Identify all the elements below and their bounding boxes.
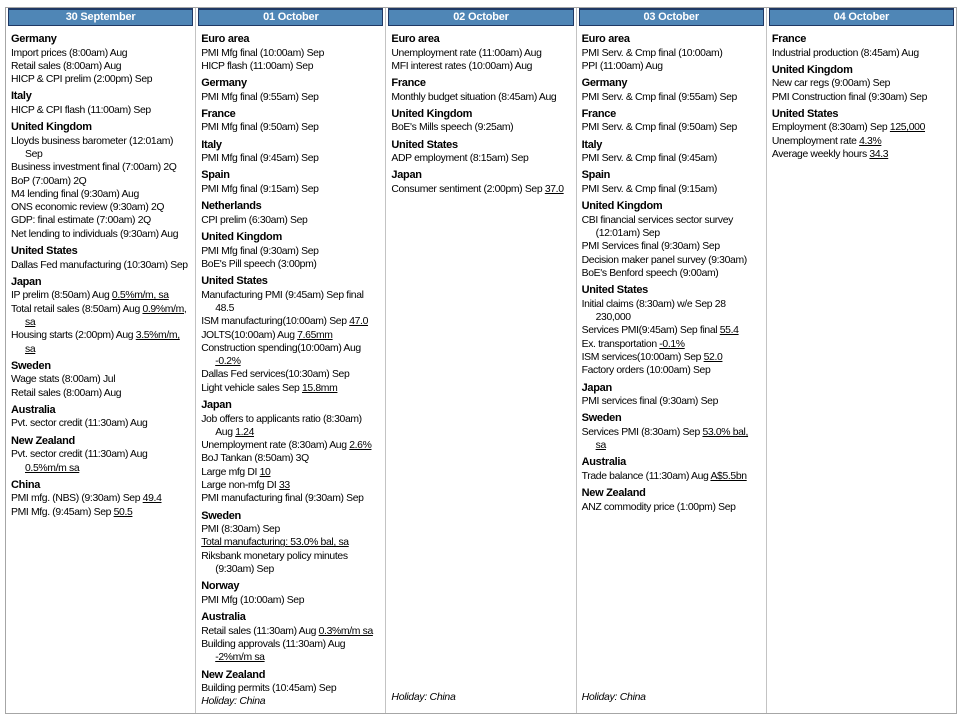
country-heading: France bbox=[201, 107, 236, 120]
event-value: 53.0% bal, sa bbox=[595, 426, 749, 452]
country-heading: United States bbox=[11, 245, 78, 258]
event-value: 0.3%m/m sa bbox=[318, 625, 373, 637]
country-heading: Spain bbox=[201, 169, 230, 182]
event-item bbox=[582, 240, 761, 253]
event-item bbox=[11, 104, 190, 117]
event-item bbox=[201, 682, 380, 695]
event-value: 0.9%m/m, sa bbox=[25, 303, 187, 328]
event-value: 1.24 bbox=[235, 426, 255, 438]
event-text: Pvt. sector credit (11:30am) Aug bbox=[11, 418, 148, 430]
event-text: ANZ commodity price (1:00pm) Sep bbox=[581, 501, 736, 513]
event-item bbox=[772, 91, 951, 104]
country-heading: France bbox=[391, 77, 426, 90]
event-text: PMI (8:30am) Sep bbox=[201, 524, 280, 536]
event-text: PMI Services final (9:30am) Sep bbox=[581, 241, 720, 253]
event-item bbox=[11, 47, 190, 60]
event-item bbox=[11, 492, 190, 505]
event-text: New car regs (9:00am) Sep bbox=[771, 78, 891, 90]
event-text: PMI services final (9:30am) Sep bbox=[581, 396, 719, 408]
day-body bbox=[767, 26, 956, 713]
event-item bbox=[11, 214, 190, 227]
event-item bbox=[201, 91, 380, 104]
day-header: 01 October bbox=[198, 8, 383, 26]
event-text: Employment (8:30am) Sep bbox=[771, 122, 890, 134]
event-item bbox=[201, 382, 380, 395]
country-heading: France bbox=[581, 107, 616, 120]
country-heading: Japan bbox=[201, 399, 232, 412]
event-text: Unemployment rate (11:00am) Aug bbox=[391, 47, 542, 59]
event-value: 33 bbox=[279, 480, 290, 492]
country-heading: Italy bbox=[201, 138, 222, 151]
event-item bbox=[11, 188, 190, 201]
event-text: HICP flash (11:00am) Sep bbox=[201, 60, 314, 72]
event-item bbox=[201, 258, 380, 271]
day-body bbox=[6, 26, 195, 713]
country-heading: Netherlands bbox=[201, 200, 262, 213]
event-value: -2%m/m sa bbox=[215, 652, 265, 664]
event-text: Building approvals (11:30am) Aug bbox=[201, 638, 346, 650]
event-text: PMI Construction final (9:30am) Sep bbox=[771, 91, 928, 103]
country-heading: United Kingdom bbox=[11, 121, 92, 134]
day-column bbox=[6, 8, 196, 713]
event-text: ADP employment (8:15am) Sep bbox=[391, 153, 529, 165]
event-text: Dallas Fed services(10:30am) Sep bbox=[201, 369, 350, 381]
event-item bbox=[11, 161, 190, 174]
event-text: BoE's Mills speech (9:25am) bbox=[391, 122, 514, 134]
country-heading: Australia bbox=[581, 456, 626, 469]
event-text: Riksbank monetary policy minutes (9:30am) Sep bbox=[201, 550, 348, 576]
economic-calendar-table bbox=[5, 7, 957, 714]
event-text: Building permits (10:45am) Sep bbox=[201, 683, 337, 694]
event-item bbox=[11, 289, 190, 302]
event-text: M4 lending final (9:30am) Aug bbox=[11, 188, 139, 200]
event-text: Lloyds business barometer (12:01am) Sep bbox=[11, 135, 174, 160]
event-item bbox=[772, 77, 951, 90]
event-text: PMI Mfg final (10:00am) Sep bbox=[201, 47, 325, 59]
event-item bbox=[582, 183, 761, 196]
event-item bbox=[201, 121, 380, 134]
event-text: PMI Mfg. (9:45am) Sep bbox=[11, 506, 114, 518]
country-heading: Germany bbox=[201, 77, 247, 90]
event-item bbox=[11, 506, 190, 519]
holiday-note: Holiday: China bbox=[201, 695, 266, 708]
event-item bbox=[391, 152, 570, 165]
event-item bbox=[11, 303, 190, 330]
event-item bbox=[201, 625, 380, 638]
event-item bbox=[201, 638, 380, 665]
event-item bbox=[201, 152, 380, 165]
event-item bbox=[582, 426, 761, 453]
event-item bbox=[582, 470, 761, 483]
event-text: Consumer sentiment (2:00pm) Sep bbox=[391, 183, 545, 195]
event-item bbox=[582, 501, 761, 514]
event-text: JOLTS(10:00am) Aug bbox=[201, 329, 298, 341]
holiday-note: Holiday: China bbox=[581, 691, 646, 703]
event-item bbox=[582, 364, 761, 377]
event-text: Unemployment rate (8:30am) Aug bbox=[201, 440, 350, 452]
event-item bbox=[582, 60, 761, 73]
event-item bbox=[201, 47, 380, 60]
event-text: Import prices (8:00am) Aug bbox=[11, 47, 128, 59]
event-item bbox=[11, 135, 190, 162]
event-item bbox=[201, 452, 380, 465]
event-text: PPI (11:00am) Aug bbox=[581, 60, 663, 72]
country-heading: United States bbox=[771, 107, 839, 120]
event-text: HICP & CPI flash (11:00am) Sep bbox=[11, 104, 151, 116]
event-text: BoE's Pill speech (3:00pm) bbox=[201, 258, 317, 270]
event-item bbox=[582, 324, 761, 337]
day-column bbox=[386, 8, 576, 713]
holiday-note: Holiday: China bbox=[391, 691, 456, 703]
event-item bbox=[201, 413, 380, 440]
day-header: 03 October bbox=[579, 8, 764, 26]
country-heading: New Zealand bbox=[581, 487, 646, 500]
event-item bbox=[582, 298, 761, 325]
event-item bbox=[11, 175, 190, 188]
event-item bbox=[582, 338, 761, 351]
event-item bbox=[11, 201, 190, 214]
event-text: Retail sales (8:00am) Aug bbox=[11, 387, 122, 399]
event-item bbox=[391, 91, 570, 104]
event-text: Monthly budget situation (8:45am) Aug bbox=[391, 91, 557, 103]
event-text: Services PMI (8:30am) Sep bbox=[581, 426, 703, 438]
event-value: 47.0 bbox=[349, 316, 369, 328]
event-text: Large mfg DI bbox=[201, 466, 260, 478]
event-text: CPI prelim (6:30am) Sep bbox=[201, 214, 308, 226]
event-text: CBI financial services sector survey (12:01am) Sep bbox=[581, 214, 734, 240]
event-item bbox=[201, 550, 380, 577]
event-text: ISM manufacturing(10:00am) Sep bbox=[201, 316, 350, 328]
event-text: PMI Serv. & Cmp final (9:55am) Sep bbox=[581, 91, 737, 103]
country-heading: Japan bbox=[11, 275, 42, 288]
event-text: Pvt. sector credit (11:30am) Aug bbox=[11, 449, 148, 461]
event-value: 55.4 bbox=[719, 325, 739, 337]
event-value: 3.5%m/m, sa bbox=[25, 330, 180, 355]
event-value: 50.5 bbox=[113, 506, 133, 518]
country-heading: United Kingdom bbox=[201, 231, 282, 244]
event-text: BoP (7:00am) 2Q bbox=[11, 175, 87, 187]
event-text: Dallas Fed manufacturing (10:30am) Sep bbox=[11, 259, 188, 271]
event-value: 4.3% bbox=[859, 135, 882, 147]
event-item bbox=[582, 214, 761, 241]
event-text: MFI interest rates (10:00am) Aug bbox=[391, 60, 533, 72]
event-item bbox=[201, 594, 380, 607]
event-item bbox=[201, 466, 380, 479]
event-text: PMI manufacturing final (9:30am) Sep bbox=[201, 493, 364, 505]
event-text: Large non-mfg DI bbox=[201, 480, 279, 492]
country-heading: United Kingdom bbox=[391, 107, 473, 120]
event-item bbox=[772, 121, 951, 134]
day-header: 02 October bbox=[388, 8, 573, 26]
country-heading: Japan bbox=[581, 381, 612, 394]
event-text: Manufacturing PMI (9:45am) Sep final 48.5 bbox=[201, 289, 364, 314]
event-text: ONS economic review (9:30am) 2Q bbox=[11, 202, 165, 214]
country-heading: New Zealand bbox=[201, 668, 266, 681]
country-heading: Australia bbox=[11, 403, 56, 416]
day-body bbox=[577, 26, 766, 713]
event-text: Construction spending(10:00am) Aug bbox=[201, 342, 361, 354]
country-heading: Sweden bbox=[581, 412, 622, 425]
event-text: Housing starts (2:00pm) Aug bbox=[11, 330, 136, 342]
event-item bbox=[201, 183, 380, 196]
event-text: Average weekly hours bbox=[771, 148, 870, 160]
event-text: PMI Serv. & Cmp final (10:00am) bbox=[581, 47, 723, 59]
event-value: 34.3 bbox=[869, 148, 889, 160]
country-heading: Australia bbox=[201, 611, 246, 624]
event-text: Business investment final (7:00am) 2Q bbox=[11, 162, 177, 174]
country-heading: France bbox=[771, 33, 807, 45]
country-heading: Euro area bbox=[581, 33, 630, 45]
event-item bbox=[201, 439, 380, 452]
country-heading: Japan bbox=[391, 169, 422, 182]
country-heading: Euro area bbox=[391, 33, 440, 45]
event-item bbox=[201, 342, 380, 369]
event-value: 2.6% bbox=[349, 440, 372, 452]
event-item bbox=[582, 267, 761, 280]
event-text: PMI Mfg (10:00am) Sep bbox=[201, 594, 305, 606]
event-text: BoE's Benford speech (9:00am) bbox=[581, 267, 719, 279]
event-text: Retail sales (8:00am) Aug bbox=[11, 60, 122, 72]
event-item bbox=[11, 417, 190, 430]
event-text: HICP & CPI prelim (2:00pm) Sep bbox=[11, 74, 153, 86]
event-value: 15.8mm bbox=[301, 382, 338, 394]
event-text: PMI Serv. & Cmp final (9:45am) bbox=[581, 153, 718, 165]
event-item bbox=[201, 492, 380, 505]
event-text: Net lending to individuals (9:30am) Aug bbox=[11, 228, 179, 240]
event-item bbox=[201, 289, 380, 316]
event-item bbox=[11, 259, 190, 272]
event-item bbox=[11, 448, 190, 475]
event-item bbox=[582, 91, 761, 104]
country-heading: United Kingdom bbox=[771, 63, 853, 76]
event-text: PMI Serv. & Cmp final (9:50am) Sep bbox=[581, 122, 737, 134]
country-heading: China bbox=[11, 478, 41, 491]
country-heading: United States bbox=[581, 284, 649, 297]
event-value: 10 bbox=[259, 466, 271, 478]
event-text: IP prelim (8:50am) Aug bbox=[11, 290, 112, 302]
country-heading: United States bbox=[391, 138, 458, 151]
day-body bbox=[196, 26, 385, 713]
country-heading: Germany bbox=[581, 77, 628, 90]
event-item bbox=[201, 536, 380, 549]
event-value: 7.65mm bbox=[297, 329, 333, 341]
event-item bbox=[11, 373, 190, 386]
event-text: PMI Mfg final (9:55am) Sep bbox=[201, 91, 319, 103]
event-item bbox=[11, 228, 190, 241]
event-text: Job offers to applicants ratio (8:30am) Aug bbox=[201, 413, 362, 438]
event-item bbox=[582, 121, 761, 134]
event-text: Industrial production (8:45am) Aug bbox=[771, 47, 919, 59]
event-item bbox=[582, 395, 761, 408]
event-item bbox=[391, 121, 570, 134]
event-text: BoJ Tankan (8:50am) 3Q bbox=[201, 453, 309, 465]
event-value: -0.2% bbox=[215, 356, 241, 368]
event-value: 0.5%m/m sa bbox=[25, 462, 80, 474]
day-column bbox=[577, 8, 767, 713]
event-text: PMI Serv. & Cmp final (9:15am) bbox=[581, 183, 718, 195]
event-text: Wage stats (8:00am) Jul bbox=[11, 374, 116, 386]
country-heading: United Kingdom bbox=[581, 200, 663, 213]
day-header: 30 September bbox=[8, 8, 193, 26]
event-item bbox=[772, 148, 951, 161]
event-text: Retail sales (11:30am) Aug bbox=[201, 625, 319, 637]
event-item bbox=[201, 479, 380, 492]
event-item bbox=[772, 47, 951, 60]
event-item bbox=[582, 47, 761, 60]
event-item bbox=[11, 329, 190, 356]
event-item bbox=[391, 47, 570, 60]
event-text: Decision maker panel survey (9:30am) bbox=[581, 254, 747, 266]
event-text: Initial claims (8:30am) w/e Sep 28 230,000 bbox=[581, 298, 726, 324]
event-value: A$5.5bn bbox=[710, 470, 747, 482]
event-item bbox=[11, 60, 190, 73]
event-text: PMI Mfg final (9:30am) Sep bbox=[201, 245, 319, 257]
country-heading: Spain bbox=[581, 169, 611, 182]
event-text: ISM services(10:00am) Sep bbox=[581, 351, 704, 363]
event-item bbox=[11, 387, 190, 400]
event-value: 0.5%m/m, sa bbox=[111, 290, 169, 302]
event-text: PMI Mfg final (9:15am) Sep bbox=[201, 183, 319, 195]
country-heading: New Zealand bbox=[11, 434, 75, 447]
day-column bbox=[767, 8, 956, 713]
event-item bbox=[582, 152, 761, 165]
event-text: PMI Mfg final (9:45am) Sep bbox=[201, 153, 319, 165]
event-text: Trade balance (11:30am) Aug bbox=[581, 470, 711, 482]
event-value: Total manufacturing: 53.0% bal, sa bbox=[201, 537, 349, 549]
event-item bbox=[582, 351, 761, 364]
country-heading: Italy bbox=[11, 90, 32, 103]
event-text: Ex. transportation bbox=[581, 338, 660, 350]
event-item bbox=[201, 329, 380, 342]
event-item bbox=[201, 245, 380, 258]
country-heading: Sweden bbox=[11, 359, 51, 372]
event-value: 125,000 bbox=[889, 122, 926, 134]
country-heading: Sweden bbox=[201, 509, 241, 522]
event-item bbox=[201, 523, 380, 536]
event-text: PMI Mfg final (9:50am) Sep bbox=[201, 122, 319, 134]
event-item bbox=[201, 315, 380, 328]
event-item bbox=[201, 368, 380, 381]
event-item bbox=[11, 73, 190, 86]
event-item bbox=[582, 254, 761, 267]
event-text: Unemployment rate bbox=[771, 135, 860, 147]
event-value: 37.0 bbox=[544, 183, 564, 195]
event-value: 49.4 bbox=[142, 493, 162, 505]
country-heading: United States bbox=[201, 275, 268, 288]
event-text: GDP: final estimate (7:00am) 2Q bbox=[11, 215, 151, 227]
event-text: Services PMI(9:45am) Sep final bbox=[581, 325, 720, 337]
day-body bbox=[386, 26, 575, 713]
day-header: 04 October bbox=[769, 8, 954, 26]
event-text: PMI mfg. (NBS) (9:30am) Sep bbox=[11, 493, 143, 505]
event-text: Factory orders (10:00am) Sep bbox=[581, 365, 711, 377]
event-value: -0.1% bbox=[659, 338, 685, 350]
event-item bbox=[391, 60, 570, 73]
event-value: 52.0 bbox=[703, 351, 723, 363]
country-heading: Norway bbox=[201, 580, 240, 593]
event-item bbox=[201, 214, 380, 227]
country-heading: Italy bbox=[581, 138, 603, 151]
event-item bbox=[772, 135, 951, 148]
day-column bbox=[196, 8, 386, 713]
country-heading: Euro area bbox=[201, 33, 250, 45]
country-heading: Germany bbox=[11, 33, 57, 45]
event-text: Total retail sales (8:50am) Aug bbox=[11, 303, 143, 315]
event-item bbox=[201, 60, 380, 73]
event-text: Light vehicle sales Sep bbox=[201, 382, 302, 394]
event-item bbox=[391, 183, 570, 196]
